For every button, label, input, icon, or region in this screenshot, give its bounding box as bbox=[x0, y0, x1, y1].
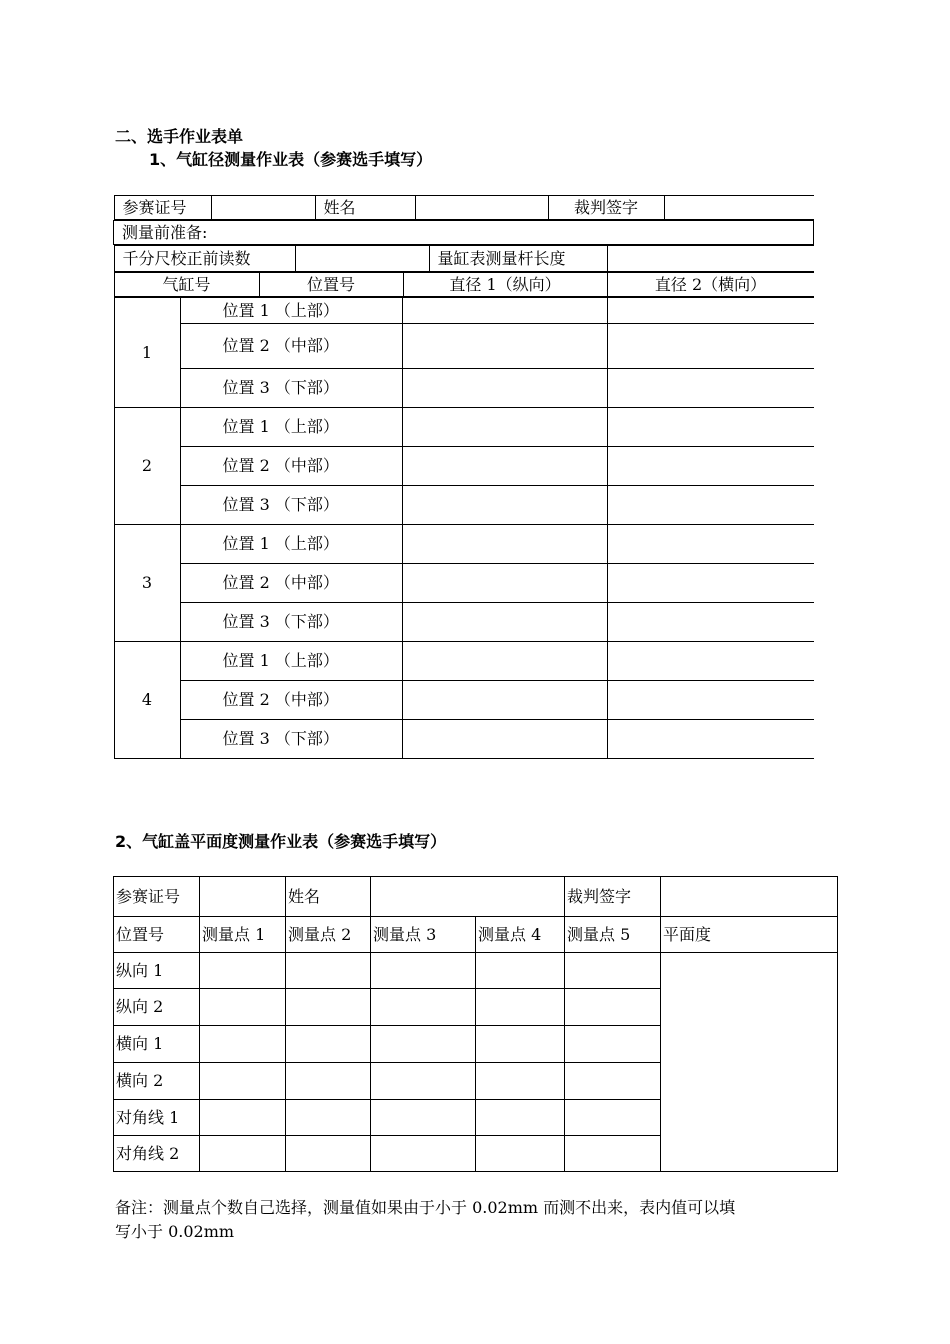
note-line-1: 备注：测量点个数自己选择，测量值如果由于小于 0.02mm 而测不出来，表内值可以填 bbox=[115, 1198, 736, 1217]
sheet1-title: 1、气缸径测量作业表（参赛选手填写） bbox=[149, 150, 433, 169]
cylinder-bore-table bbox=[113, 195, 814, 759]
diameter-2-cell[interactable] bbox=[607, 447, 814, 486]
measure-cell[interactable] bbox=[200, 1136, 286, 1172]
row-label: 对角线 2 bbox=[114, 1136, 200, 1172]
name-label: 姓名 bbox=[286, 877, 371, 917]
header-point-5: 测量点 5 bbox=[565, 917, 661, 953]
diameter-2-cell[interactable] bbox=[607, 564, 814, 603]
diameter-1-cell[interactable] bbox=[402, 447, 607, 486]
header-cylinder-no: 气缸号 bbox=[114, 273, 259, 297]
measure-cell[interactable] bbox=[565, 1100, 661, 1136]
diameter-1-cell[interactable] bbox=[402, 324, 607, 369]
cylinder-number: 1 bbox=[114, 298, 180, 408]
cylinder-number: 3 bbox=[114, 525, 180, 642]
header-diameter-2: 直径 2（横向） bbox=[607, 273, 814, 297]
position-label: 位置 2 （中部） bbox=[180, 447, 402, 486]
diameter-1-cell[interactable] bbox=[402, 681, 607, 720]
measure-cell[interactable] bbox=[286, 1026, 371, 1063]
measure-cell[interactable] bbox=[476, 989, 565, 1026]
diameter-2-cell[interactable] bbox=[607, 324, 814, 369]
header-point-2: 测量点 2 bbox=[286, 917, 371, 953]
position-label: 位置 3 （下部） bbox=[180, 486, 402, 525]
diameter-2-cell[interactable] bbox=[607, 408, 814, 447]
diameter-1-cell[interactable] bbox=[402, 369, 607, 408]
diameter-1-cell[interactable] bbox=[402, 525, 607, 564]
gauge-rod-label: 量缸表测量杆长度 bbox=[429, 246, 607, 272]
measure-cell[interactable] bbox=[286, 989, 371, 1026]
contestant-id-label: 参赛证号 bbox=[114, 877, 200, 917]
diameter-2-cell[interactable] bbox=[607, 603, 814, 642]
measure-cell[interactable] bbox=[371, 1136, 476, 1172]
diameter-1-cell[interactable] bbox=[402, 408, 607, 447]
position-label: 位置 1 （上部） bbox=[180, 298, 402, 324]
measure-cell[interactable] bbox=[565, 989, 661, 1026]
prep-label: 测量前准备: bbox=[114, 221, 814, 245]
judge-sign-label: 裁判签字 bbox=[548, 196, 664, 220]
measure-cell[interactable] bbox=[371, 1026, 476, 1063]
name-field[interactable] bbox=[415, 196, 548, 220]
measure-cell[interactable] bbox=[286, 1063, 371, 1100]
contestant-id-field[interactable] bbox=[200, 877, 286, 917]
measure-cell[interactable] bbox=[476, 1100, 565, 1136]
measure-cell[interactable] bbox=[286, 1136, 371, 1172]
header-point-3: 测量点 3 bbox=[371, 917, 476, 953]
header-position-no: 位置号 bbox=[259, 273, 403, 297]
judge-sign-field[interactable] bbox=[661, 877, 838, 917]
judge-sign-label: 裁判签字 bbox=[565, 877, 661, 917]
measure-cell[interactable] bbox=[371, 989, 476, 1026]
row-label: 纵向 2 bbox=[114, 989, 200, 1026]
cylinder-number: 4 bbox=[114, 642, 180, 759]
measure-cell[interactable] bbox=[200, 989, 286, 1026]
diameter-1-cell[interactable] bbox=[402, 603, 607, 642]
flatness-result-cell[interactable] bbox=[661, 953, 838, 1172]
position-label: 位置 3 （下部） bbox=[180, 720, 402, 759]
position-label: 位置 3 （下部） bbox=[180, 369, 402, 408]
note-line-2: 写小于 0.02mm bbox=[115, 1222, 235, 1241]
measure-cell[interactable] bbox=[476, 1136, 565, 1172]
position-label: 位置 2 （中部） bbox=[180, 324, 402, 369]
measure-cell[interactable] bbox=[371, 1100, 476, 1136]
measure-cell[interactable] bbox=[476, 953, 565, 989]
measure-cell[interactable] bbox=[371, 1063, 476, 1100]
position-label: 位置 3 （下部） bbox=[180, 603, 402, 642]
position-label: 位置 1 （上部） bbox=[180, 525, 402, 564]
section-title: 二、选手作业表单 bbox=[115, 127, 244, 146]
header-point-1: 测量点 1 bbox=[200, 917, 286, 953]
diameter-2-cell[interactable] bbox=[607, 298, 814, 324]
contestant-id-label: 参赛证号 bbox=[114, 196, 211, 220]
name-label: 姓名 bbox=[315, 196, 415, 220]
diameter-2-cell[interactable] bbox=[607, 720, 814, 759]
header-point-4: 测量点 4 bbox=[476, 917, 565, 953]
row-label: 横向 1 bbox=[114, 1026, 200, 1063]
position-label: 位置 2 （中部） bbox=[180, 681, 402, 720]
measure-cell[interactable] bbox=[200, 953, 286, 989]
row-label: 纵向 1 bbox=[114, 953, 200, 989]
cylinder-head-flatness-table bbox=[113, 876, 838, 1172]
judge-sign-field[interactable] bbox=[664, 196, 814, 220]
diameter-2-cell[interactable] bbox=[607, 525, 814, 564]
diameter-2-cell[interactable] bbox=[607, 681, 814, 720]
diameter-2-cell[interactable] bbox=[607, 369, 814, 408]
row-label: 横向 2 bbox=[114, 1063, 200, 1100]
gauge-rod-field[interactable] bbox=[607, 246, 814, 272]
position-label: 位置 1 （上部） bbox=[180, 408, 402, 447]
diameter-1-cell[interactable] bbox=[402, 720, 607, 759]
position-label: 位置 1 （上部） bbox=[180, 642, 402, 681]
measure-cell[interactable] bbox=[565, 1136, 661, 1172]
measure-cell[interactable] bbox=[200, 1026, 286, 1063]
micrometer-label: 千分尺校正前读数 bbox=[114, 246, 295, 272]
contestant-id-field[interactable] bbox=[211, 196, 315, 220]
measure-cell[interactable] bbox=[286, 1100, 371, 1136]
sheet2-title: 2、气缸盖平面度测量作业表（参赛选手填写） bbox=[115, 832, 447, 851]
note bbox=[115, 1196, 833, 1244]
diameter-1-cell[interactable] bbox=[402, 642, 607, 681]
measure-cell[interactable] bbox=[286, 953, 371, 989]
diameter-1-cell[interactable] bbox=[402, 486, 607, 525]
name-field[interactable] bbox=[371, 877, 565, 917]
measure-cell[interactable] bbox=[200, 1063, 286, 1100]
measure-cell[interactable] bbox=[565, 953, 661, 989]
measure-cell[interactable] bbox=[371, 953, 476, 989]
row-label: 对角线 1 bbox=[114, 1100, 200, 1136]
measure-cell[interactable] bbox=[200, 1100, 286, 1136]
micrometer-field[interactable] bbox=[295, 246, 429, 272]
measure-cell[interactable] bbox=[565, 1026, 661, 1063]
header-flatness: 平面度 bbox=[661, 917, 838, 953]
diameter-1-cell[interactable] bbox=[402, 298, 607, 324]
measure-cell[interactable] bbox=[476, 1063, 565, 1100]
measure-cell[interactable] bbox=[565, 1063, 661, 1100]
diameter-2-cell[interactable] bbox=[607, 486, 814, 525]
header-diameter-1: 直径 1（纵向） bbox=[403, 273, 607, 297]
diameter-1-cell[interactable] bbox=[402, 564, 607, 603]
header-position-no: 位置号 bbox=[114, 917, 200, 953]
cylinder-number: 2 bbox=[114, 408, 180, 525]
measure-cell[interactable] bbox=[476, 1026, 565, 1063]
diameter-2-cell[interactable] bbox=[607, 642, 814, 681]
position-label: 位置 2 （中部） bbox=[180, 564, 402, 603]
